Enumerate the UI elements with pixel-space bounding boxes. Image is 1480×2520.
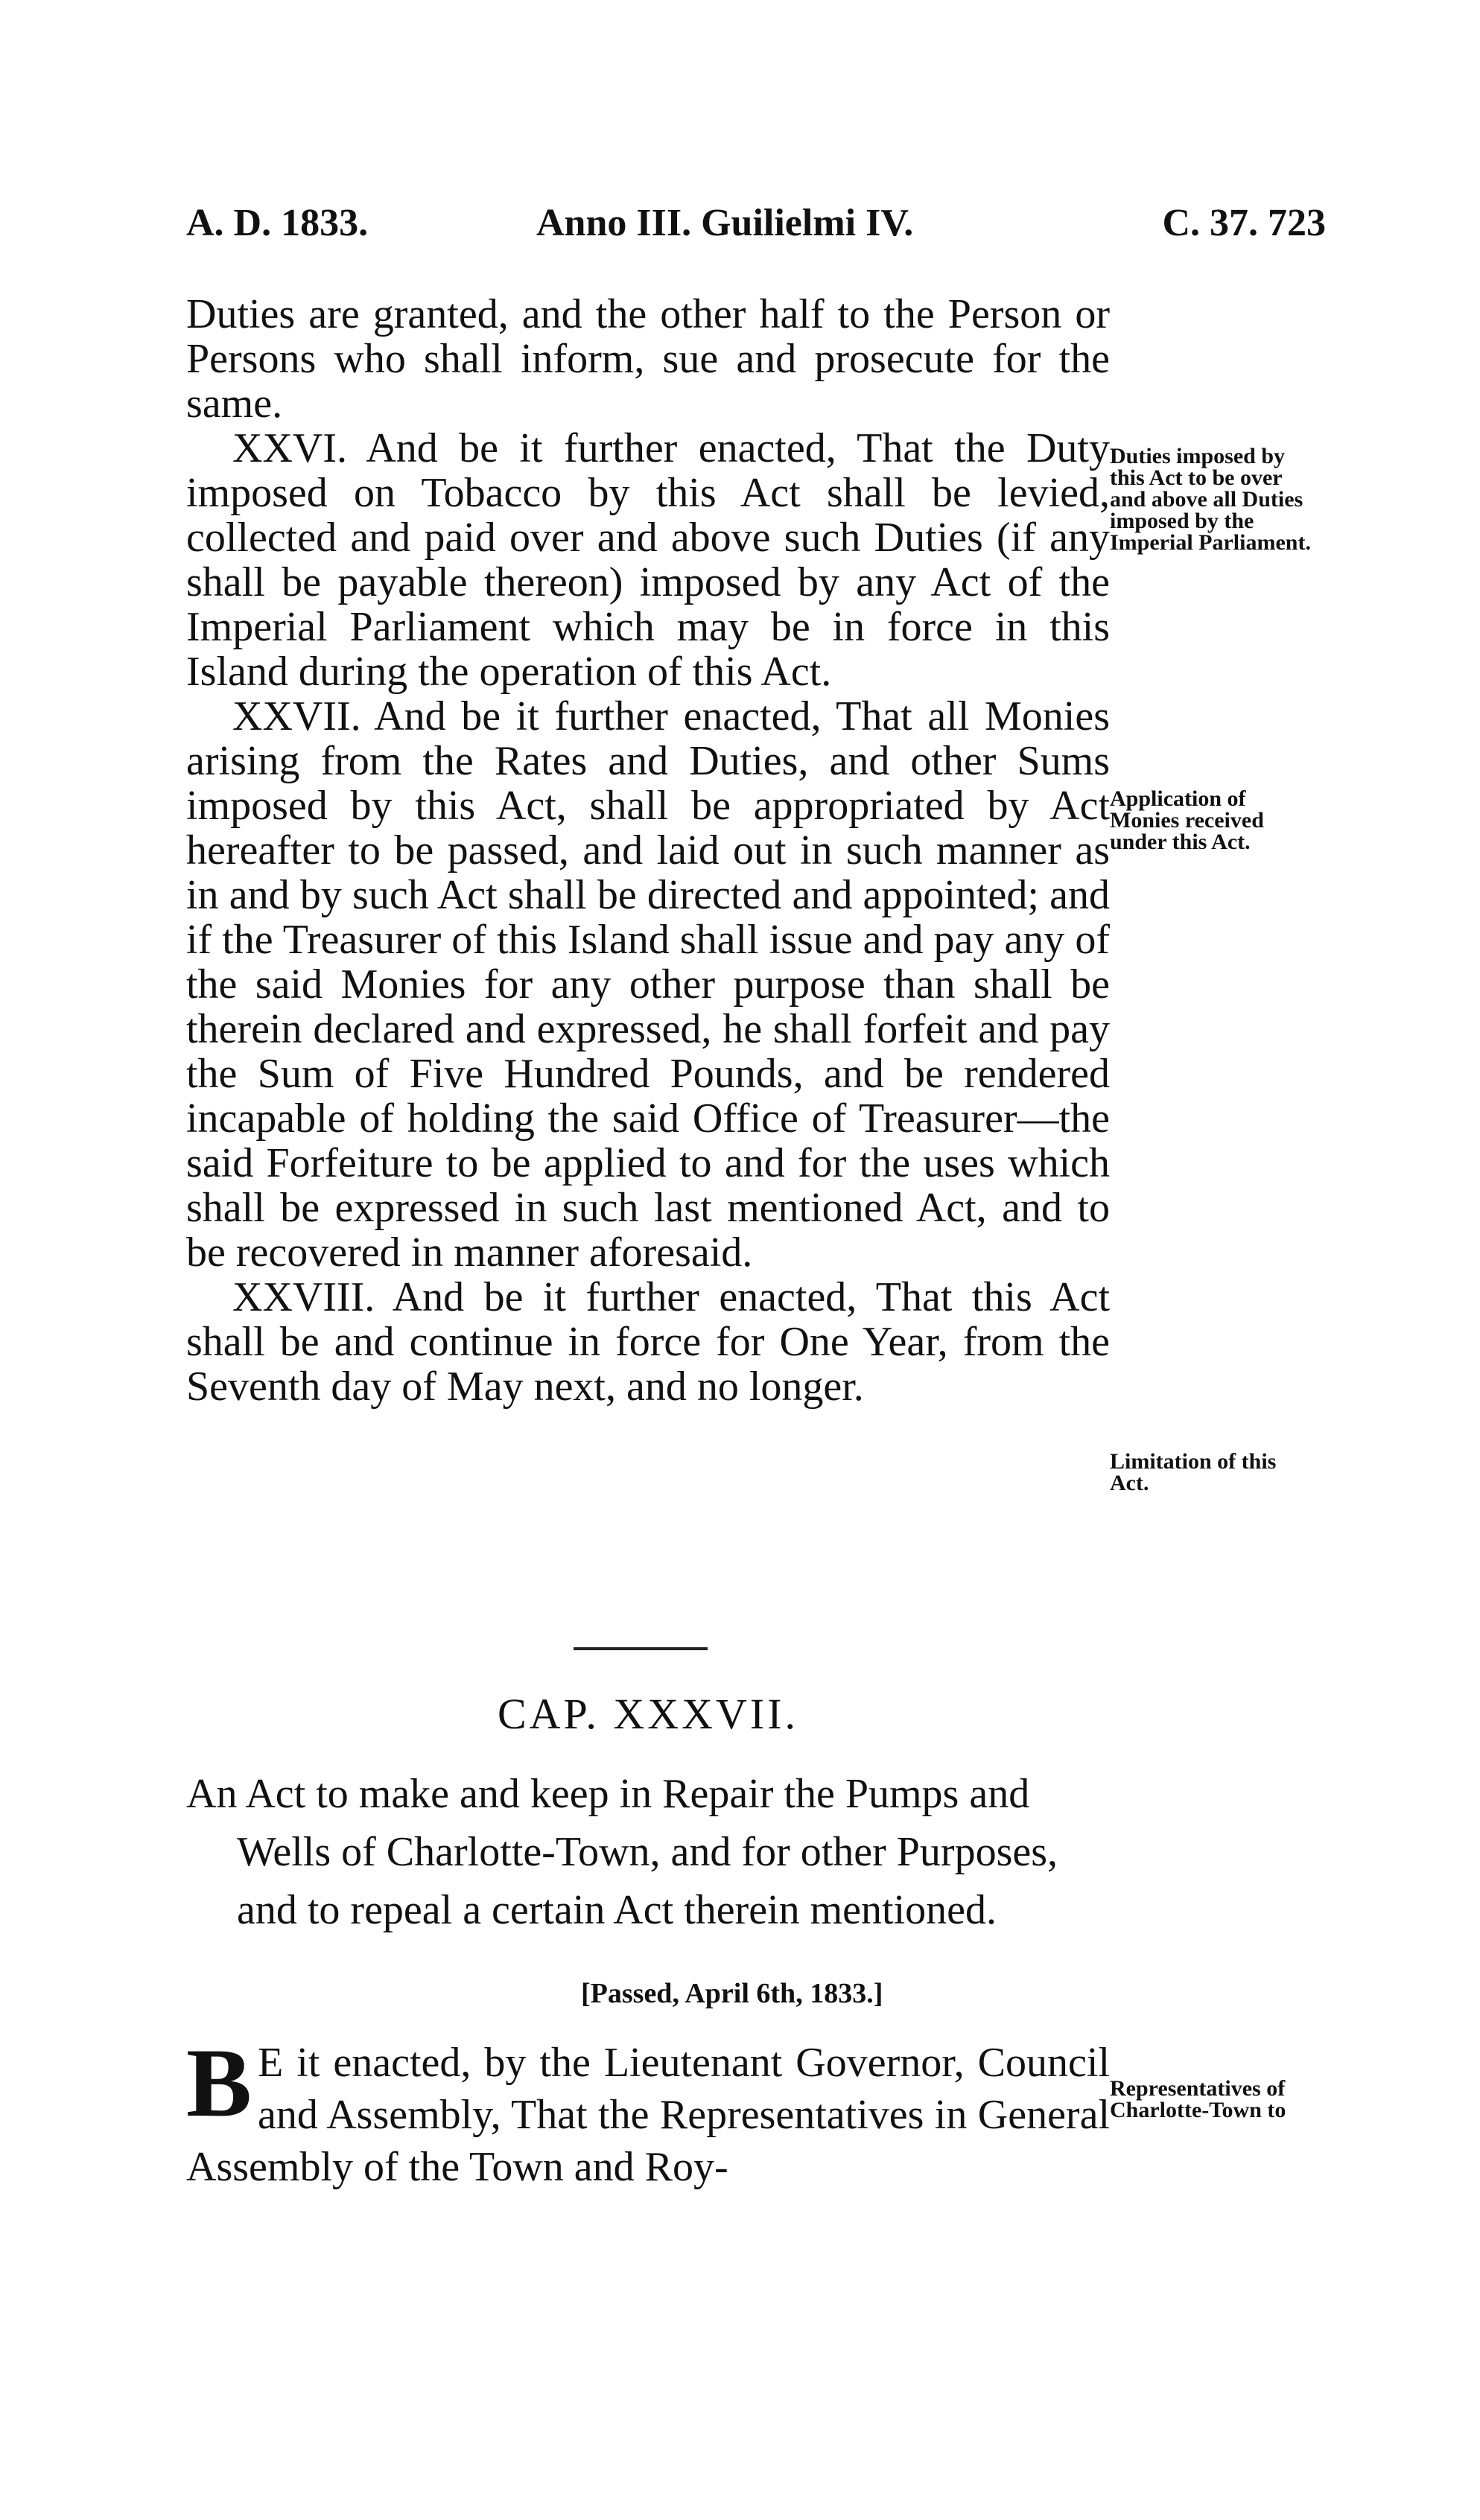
enacting-text: E it enacted, by the Lieutenant Governor, Council and Assembly, That the Representatives in General Assembly of the Town and Roy- [186,2040,1110,2190]
main-text-column [186,292,1110,1409]
margin-note-application: Application of Monies received under this Act. [1110,786,1264,854]
margin-note-duties: Duties imposed by this Act to be over and above all Duties imposed by the Imperial Parliament. [1110,444,1311,555]
paragraph-continued: Duties are granted, and the other half to the Person or Persons who shall inform, sue and prosecute for the same. [186,291,1110,427]
section-xxvi: XXVI. And be it further enacted, That the Duty imposed on Tobacco by this Act shall be levied, collected and paid over and above such Duties (if any shall be payable thereon) imposed by any Act of the Imperial Parliament which may be in force in this Island during the operation of this Act. [186,425,1110,695]
running-header [186,201,1326,253]
header-chapter-page: C. 37. 723 [1162,202,1326,244]
chapter-title: CAP. XXXVII. [497,1690,799,1738]
header-year: A. D. 1833. [186,202,369,244]
section-divider [574,1647,708,1650]
act-title-text: An Act to make and keep in Repair the Pumps and Wells of Charlotte-Town, and for other Purposes, and to repeal a certain Act therein mentioned. [186,1771,1058,1933]
margin-note-representatives: Representatives of Charlotte-Town to [1110,2076,1286,2122]
passed-date: [Passed, April 6th, 1833.] [581,1978,883,2009]
header-regnal-year: Anno III. Guilielmi IV. [536,202,914,244]
section-xxvii: XXVII. And be it further enacted, That all Monies arising from the Rates and Duties, and other Sums imposed by this Act, shall be appropriated by Act hereafter to be passed, and laid out in such manner as in and by such Act shall be directed and appointed; and if the Treasurer of this Island shall issue and pay any of the said Monies for any other purpose than shall be therein declared and expressed, he shall forfeit and pay the Sum of Five Hundred Pounds, and be rendered incapable of holding the said Office of Treasurer—the said Forfeiture to be applied to and for the uses which shall be expressed in such last mentioned Act, and to be recovered in manner aforesaid. [186,693,1110,1276]
drop-cap-letter: B [186,2028,253,2137]
margin-note-limitation: Limitation of this Act. [1110,1449,1277,1495]
act-title [186,1765,1110,1939]
enacting-clause [186,2028,1110,2193]
section-xxviii: XXVIII. And be it further enacted, That this Act shall be and continue in force for One Year, from the Seventh day of May next, and no longer. [186,1274,1110,1410]
